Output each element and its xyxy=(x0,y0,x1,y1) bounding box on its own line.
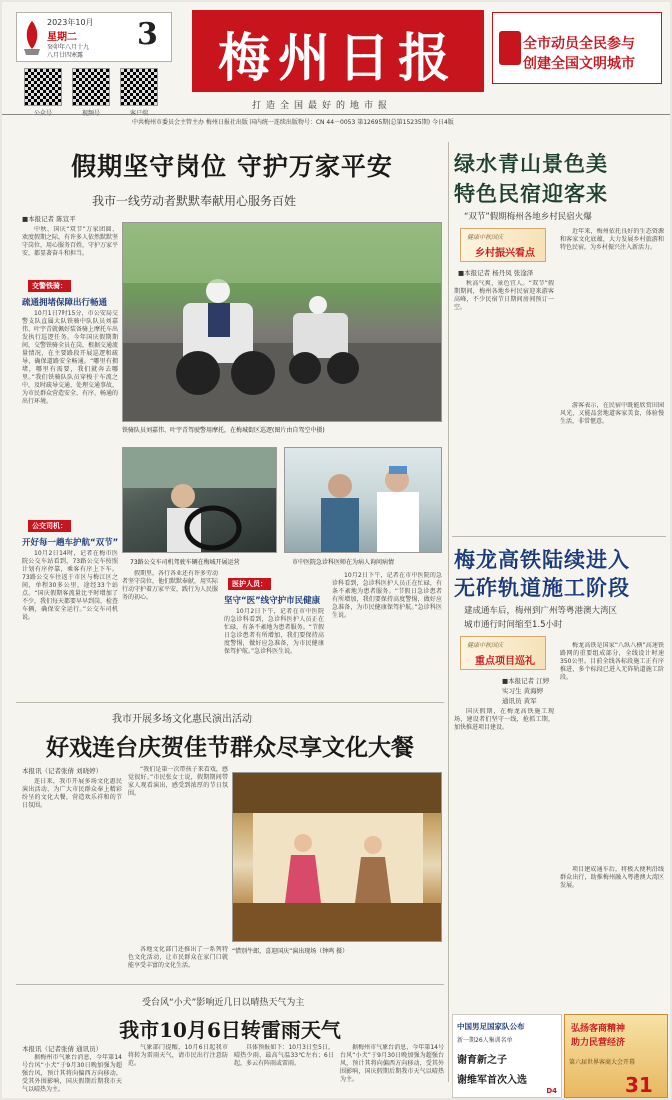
right-top-headline-2[interactable]: 特色民宿迎客来 xyxy=(454,181,608,206)
badge-kicker: 健康中秋国庆 xyxy=(467,234,504,241)
qr-code-icon[interactable] xyxy=(72,68,110,106)
slogan-line-2: 创建全国文明城市 xyxy=(523,56,635,72)
right-top-text-b: 近年来，梅州依托良好的生态资源和客家文化底蕴，大力发展乡村旅游和特色民宿，为乡村振兴注入新活力。 xyxy=(560,228,664,251)
culture-headline[interactable]: 好戏连台庆贺佳节群众尽享文化大餐 xyxy=(46,734,414,761)
photo-2-caption: 73路公交车司机驾驶车辆在梅城开展运营 xyxy=(130,559,240,566)
right-mid-text-a: 国庆假期，在梅龙高铁施工现场，建设者们坚守一线，抢抓工期，加快推进项目建设。 xyxy=(454,708,554,731)
promo-number: 31 xyxy=(625,1073,653,1097)
culture-text-c: 各地文化部门还推出了一系列特色文化活动，让市民群众在家门口就能享受丰富的文化生活。 xyxy=(128,946,228,969)
badge-title: 重点项目巡礼 xyxy=(475,656,535,667)
date-box xyxy=(16,12,172,62)
right-mid-text-b: 梅龙高铁是国家“八纵八横”高速铁路网的重要组成部分，全线设计时速350公里。目前全线各标段施工正有序推进，多个标段已进入无砟轨道施工阶段。 xyxy=(560,642,664,681)
weather-text-c: 具体预报如下：10月3日至5日，晴热少雨，最高气温33℃左右；6日起，多云有阵雨或雷雨。 xyxy=(234,1044,334,1067)
lead-section-2-cont: 假期里，各行各业还有许多劳动者坚守岗位，他们默默奉献，用实际行动守护着万家平安，践行为人民服务的初心。 xyxy=(122,570,218,601)
masthead xyxy=(2,2,670,126)
section-label: 医护人员： xyxy=(228,578,271,590)
weather-byline: 本报讯（记者张倩 通讯员） xyxy=(22,1045,103,1053)
right-mid-byline-1: ■本报记者 江婷 xyxy=(502,677,550,685)
promo-title-1: 谢育新之子 xyxy=(457,1055,507,1066)
culture-text-a: 连日来，我市开展多场文化惠民演出活动，为广大市民群众奉上精彩纷呈的文化大餐，营造欢乐祥和的节日氛围。 xyxy=(22,778,122,809)
section-label: 公交司机： xyxy=(28,520,71,532)
right-top-subhead: “双节”假期梅州各地乡村民宿火爆 xyxy=(464,212,592,222)
promo-subkicker: 新一期26人集训名单 xyxy=(457,1037,513,1044)
civic-logo-icon xyxy=(499,31,521,65)
qr-code-icon[interactable] xyxy=(120,68,158,106)
bus-driver-illustration xyxy=(123,448,277,553)
culture-text-b: “我们是第一次带孩子来看戏，感觉很好。”市民张女士说，假期期间带家人观看演出，感受到浓厚的节日氛围。 xyxy=(128,766,228,797)
badge-title: 乡村振兴看点 xyxy=(475,248,535,259)
right-mid-headline-1[interactable]: 梅龙高铁陆续进入 xyxy=(454,547,630,572)
section-title: 开好每一趟车护航“双节” xyxy=(22,538,119,548)
lead-byline: ■本报记者 陈宣平 xyxy=(22,215,76,223)
photo-medical-staff[interactable] xyxy=(284,447,442,553)
photo-opera-performance[interactable] xyxy=(232,772,442,942)
slogan-line-1: 全市动员全民参与 xyxy=(523,36,635,52)
date-day: 3 xyxy=(137,17,158,52)
date-year-month: 2023年10月 xyxy=(47,18,94,27)
promo-kicker: 中国男足国家队公布 xyxy=(457,1022,525,1031)
qr-code-icon[interactable] xyxy=(24,68,62,106)
culture-byline: 本报讯（记者张倩 刘晓婷） xyxy=(22,767,103,775)
key-project-badge xyxy=(460,636,546,670)
photo-3-caption: 市中医院急诊科医师在为病人询问病情 xyxy=(292,559,395,566)
lead-headline[interactable]: 假期坚守岗位 守护万家平安 xyxy=(71,152,393,181)
divider xyxy=(452,536,666,537)
column-divider xyxy=(448,142,449,1082)
lead-section-2-text: 10月2日14时，记者在梅市医院公交车站看到，73路公交车按照计划有序停靠，乘客有序上下车。73路公交车往返于市区与梅江区之间，单程30多公里，途经33个站点。“国庆假期客流量比平时增加了不少，我们每天都要早早到岗，检查车辆，确保安全运行。”公交车司机说。 xyxy=(22,550,118,621)
divider xyxy=(16,702,444,703)
newspaper-title: 梅州日报 xyxy=(217,28,458,89)
culture-photo-caption: “惜别牛郎，喜迎国庆”演出现场（钟鸣 摄） xyxy=(232,948,349,955)
promo-page-ref: D4 xyxy=(546,1087,557,1095)
right-mid-byline-2: 实习生 黄海婷 xyxy=(502,687,544,695)
qr-label: 客户端 xyxy=(129,110,148,117)
publication-info: 中共梅州市委员会主管主办 梅州日报社出版 国内统一连续出版物号：CN 44－0053 第12695期(总第15235期) 今日4版 xyxy=(2,114,670,126)
business-promo[interactable] xyxy=(564,1014,668,1098)
motorcycle-illustration xyxy=(123,223,442,422)
date-lunar: 癸卯年八月十九 xyxy=(47,44,90,51)
photo-1-caption: 铁骑队员刘嘉伟、叶宇青驾驶警用摩托，在梅城街区巡逻(图片由自驾空中摄) xyxy=(122,427,325,434)
weather-text-b: 气象部门提醒，10月6日起我市将转为雷雨天气，请市民出行注意防范。 xyxy=(128,1044,228,1067)
right-top-text-c: 游客表示，在民宿中既能欣赏田园风光，又能品尝地道客家美食，体验慢生活，非常惬意。 xyxy=(560,402,664,425)
weather-headline[interactable]: 我市10月6日转雷雨天气 xyxy=(119,1018,341,1042)
qr-label: 视频号 xyxy=(81,110,100,117)
section-title: 疏通拥堵保障出行畅通 xyxy=(22,298,108,308)
lead-section-3-text: 10月2日下午，记者在市中医院的急诊科看到，急诊科医护人员正在忙碌，有条不紊地为患者服务。“节假日急诊患者有所增加，我们要保持高度警惕，做好应急准备，为市民健康保驾护航。”急诊科医生说。 xyxy=(224,608,324,655)
opera-illustration xyxy=(233,773,442,942)
doctor-illustration xyxy=(285,448,442,553)
date-solar-term: 八月廿四寒露 xyxy=(47,52,84,59)
lead-subhead: 我市一线劳动者默默奉献用心服务百姓 xyxy=(92,194,297,208)
photo-bus-driver[interactable] xyxy=(122,447,277,553)
promo-title-2: 谢维军首次入选 xyxy=(457,1075,527,1086)
masthead-title-block xyxy=(192,10,484,92)
right-mid-subhead-1: 建成通车后，梅州到广州等粤港澳大湾区 xyxy=(464,606,618,616)
sports-promo[interactable] xyxy=(452,1014,562,1098)
photo-traffic-police[interactable] xyxy=(122,222,442,422)
date-weekday: 星期二 xyxy=(47,32,77,43)
weather-text-a: 据梅州市气象台消息，今年第14号台风“小犬”于9月30日晚加强为超强台风，预计其将向偏西方向移动，受其外围影响，国庆假期后期我市天气以晴热为主。 xyxy=(22,1054,122,1093)
promo-title-2: 助力民营经济 xyxy=(571,1038,626,1048)
right-mid-text-c: 项目建成通车后，将极大便利沿线群众出行，助推梅州融入粤港澳大湾区发展。 xyxy=(560,866,664,889)
right-top-headline-1[interactable]: 绿水青山景色美 xyxy=(454,151,608,176)
weather-text-d: 据梅州市气象台消息，今年第14号台风“小犬”于9月30日晚加强为超强台风，预计其将向偏西方向移动，受其外围影响，国庆假期后期我市天气以晴热为主。 xyxy=(340,1044,444,1083)
right-top-byline: ■本报记者 杨丹凤 张淦泽 xyxy=(458,269,534,277)
slogan-box xyxy=(492,12,662,84)
culture-subhead: 我市开展多场文化惠民演出活动 xyxy=(112,714,252,725)
newspaper-logo-icon xyxy=(21,19,43,57)
section-title: 坚守“医”线守护市民健康 xyxy=(224,596,321,606)
right-mid-subhead-2: 城市通行时间缩至1.5小时 xyxy=(464,620,563,630)
tagline: 打造全国最好的地市报 xyxy=(252,101,393,111)
right-mid-byline-3: 通讯员 黄军 xyxy=(502,697,537,705)
right-mid-headline-2[interactable]: 无砟轨道施工阶段 xyxy=(454,575,630,600)
section-label: 交警铁骑： xyxy=(28,280,71,292)
rural-revival-badge xyxy=(460,228,546,262)
divider xyxy=(16,984,444,985)
badge-kicker: 健康中秋国庆 xyxy=(467,642,504,649)
lead-section-3-cont: 10月2日下午，记者在市中医院的急诊科看到，急诊科医护人员正在忙碌，有条不紊地为患者服务。“节假日急诊患者有所增加，我们要保持高度警惕，做好应急准备，为市民健康保驾护航。”急诊科医生说。 xyxy=(332,572,442,619)
promo-title-1: 弘扬客商精神 xyxy=(571,1024,626,1034)
weather-subhead: 受台风“小犬”影响近几日以晴热天气为主 xyxy=(142,998,305,1008)
promo-event: 第六届世界客商大会开幕 xyxy=(569,1059,636,1066)
qr-label: 公众号 xyxy=(33,110,52,117)
lead-section-1-text: 10月1日7时15分，市公安局交警支队直属大队铁骑中队队员刘嘉伟、叶宇青就佩好装备骑上摩托车出发执行巡逻任务。今年国庆假期期间，交警铁骑全员在岗，根据交通流量情况，在主要路段开展巡逻和疏导，确保道路安全畅通。“哪里有拥堵，哪里有需要，我们就奔去哪里。”我们铁骑队队员穿梭于车流之中，及时疏导交通、处理交通事故，为市民群众营造安全、有序、畅通的出行环境。 xyxy=(22,310,118,405)
newspaper-page xyxy=(2,2,670,1098)
lead-intro: 中秋、国庆“双节”万家团圆、欢度假期之际，有许多人依然默默坚守岗位，用心服务百姓，守护万家平安，都显著奋斗和担当。 xyxy=(22,226,118,257)
right-top-text-a: 秋高气爽，景色宜人。“双节”假期期间，梅州各地乡村民宿迎来游客高峰，不少民宿节日期间房间预订一空。 xyxy=(454,280,554,311)
